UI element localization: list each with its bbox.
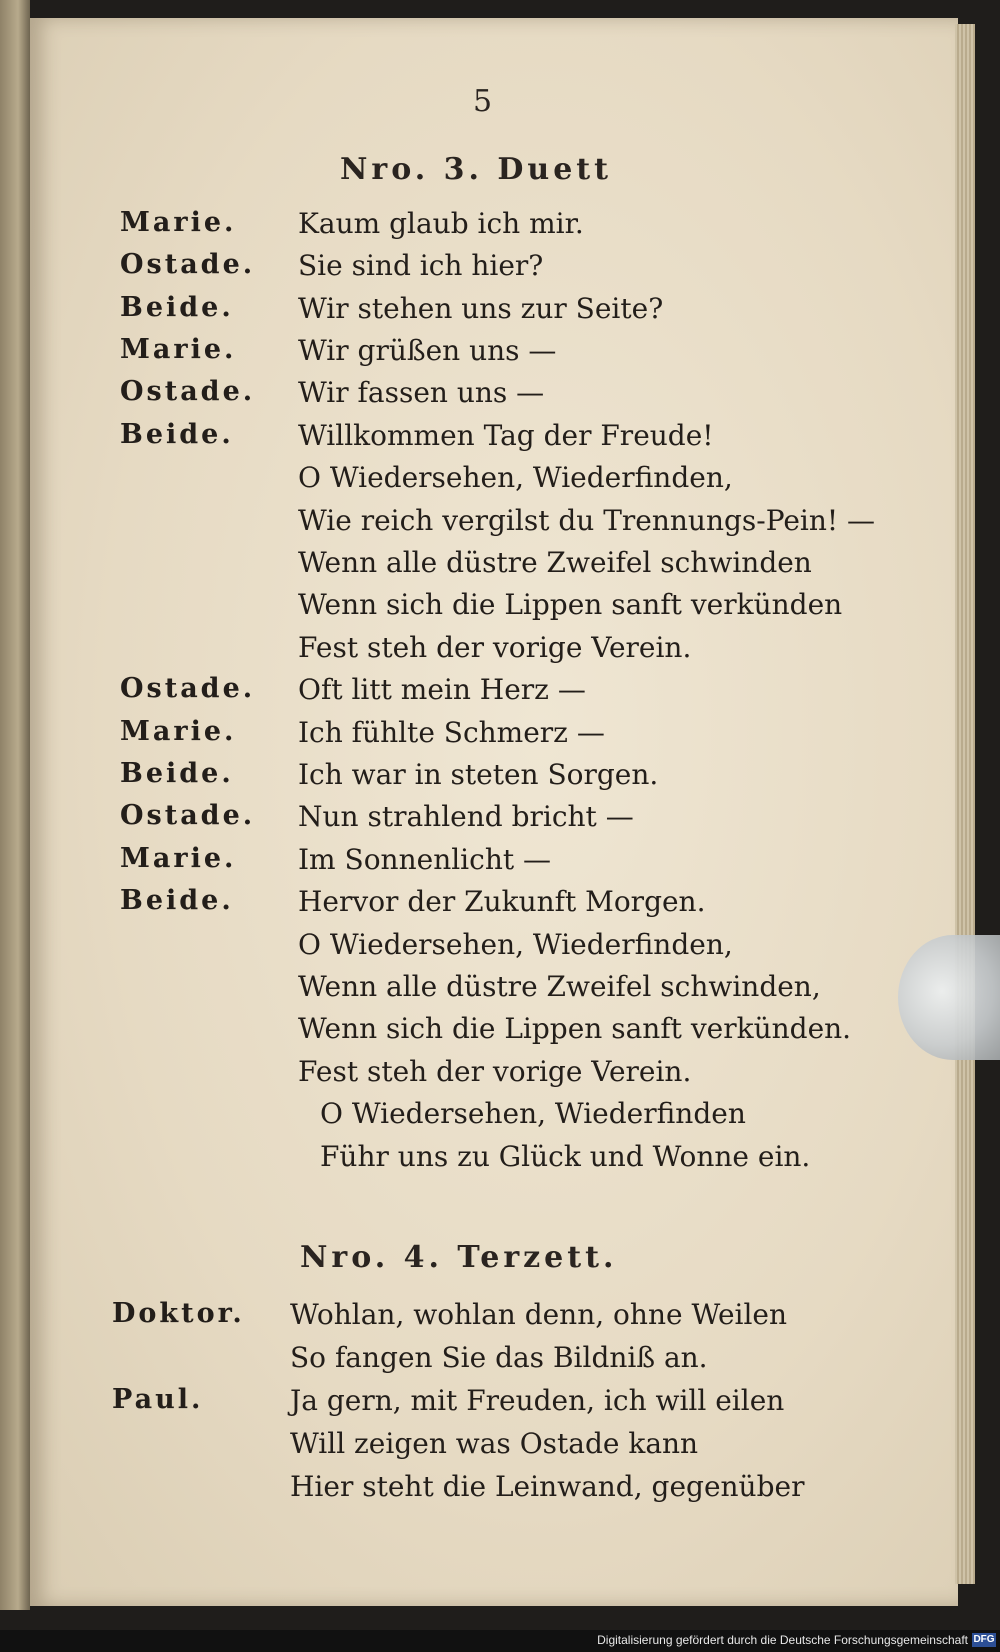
- verse-text: Fest steh der vorige Verein.: [298, 1055, 692, 1088]
- verse-line: [0, 885, 1000, 927]
- verse-line: [0, 292, 1000, 334]
- verse-line: [0, 376, 1000, 418]
- verse-line: [0, 207, 1000, 249]
- dfg-logo-badge: DFG: [973, 1634, 995, 1645]
- verse-text: Wir grüßen uns —: [298, 334, 557, 367]
- verse-line: [0, 419, 1000, 461]
- verse-text: Wir fassen uns —: [298, 376, 545, 409]
- verse-text: Ich fühlte Schmerz —: [298, 716, 605, 749]
- verse-text: O Wiedersehen, Wiederfinden: [320, 1097, 746, 1130]
- section-heading-duett: Nro. 3. Duett: [340, 152, 612, 187]
- verse-text: Wenn sich die Lippen sanft verkünden: [298, 588, 843, 621]
- verse-line: [0, 928, 1000, 970]
- verse-line: [0, 1097, 1000, 1139]
- verse-text: Nun strahlend bricht —: [298, 800, 634, 833]
- verse-line: [0, 758, 1000, 800]
- speaker-name: Ostade.: [120, 673, 256, 704]
- verse-text: Im Sonnenlicht —: [298, 843, 551, 876]
- verse-text: Wenn alle düstre Zweifel schwinden,: [298, 970, 821, 1003]
- speaker-name: Doktor.: [112, 1298, 245, 1329]
- verse-line: [0, 1298, 1000, 1340]
- verse-text: O Wiedersehen, Wiederfinden,: [298, 928, 733, 961]
- verse-text: Ich war in steten Sorgen.: [298, 758, 659, 791]
- speaker-name: Ostade.: [120, 249, 256, 280]
- verse-text: Wohlan, wohlan denn, ohne Weilen: [290, 1298, 788, 1331]
- verse-line: [0, 631, 1000, 673]
- verse-line: [0, 716, 1000, 758]
- speaker-name: Marie.: [120, 716, 237, 747]
- verse-line: [0, 588, 1000, 630]
- verse-text: Wenn sich die Lippen sanft verkünden.: [298, 1012, 852, 1045]
- verse-line: [0, 673, 1000, 715]
- verse-line: [0, 461, 1000, 503]
- verse-text: Fest steh der vorige Verein.: [298, 631, 692, 664]
- page-number: 5: [473, 84, 493, 119]
- verse-text: Hier steht die Leinwand, gegenüber: [290, 1470, 805, 1503]
- verse-line: [0, 1055, 1000, 1097]
- verse-text: So fangen Sie das Bildniß an.: [290, 1341, 708, 1374]
- speaker-name: Paul.: [112, 1384, 204, 1415]
- verse-text: Will zeigen was Ostade kann: [290, 1427, 699, 1460]
- verse-line: [0, 1427, 1000, 1469]
- scanner-thumb: [898, 935, 1000, 1060]
- speaker-name: Marie.: [120, 207, 237, 238]
- section-heading-terzett: Nro. 4. Terzett.: [300, 1240, 618, 1275]
- verse-text: Kaum glaub ich mir.: [298, 207, 584, 240]
- verse-line: [0, 843, 1000, 885]
- verse-text: Oft litt mein Herz —: [298, 673, 586, 706]
- verse-text: Sie sind ich hier?: [298, 249, 544, 282]
- speaker-name: Beide.: [120, 885, 234, 916]
- verse-text: Wie reich vergilst du Trennungs-Pein! —: [298, 504, 876, 537]
- verse-line: [0, 504, 1000, 546]
- verse-text: Ja gern, mit Freuden, ich will eilen: [290, 1384, 785, 1417]
- speaker-name: Beide.: [120, 758, 234, 789]
- verse-line: [0, 800, 1000, 842]
- verse-line: [0, 970, 1000, 1012]
- verse-line: [0, 1012, 1000, 1054]
- verse-text: Hervor der Zukunft Morgen.: [298, 885, 706, 918]
- speaker-name: Ostade.: [120, 800, 256, 831]
- verse-line: [0, 1140, 1000, 1182]
- verse-line: [0, 546, 1000, 588]
- speaker-name: Marie.: [120, 843, 237, 874]
- speaker-name: Marie.: [120, 334, 237, 365]
- verse-text: Führ uns zu Glück und Wonne ein.: [320, 1140, 811, 1173]
- verse-text: O Wiedersehen, Wiederfinden,: [298, 461, 733, 494]
- verse-line: [0, 1384, 1000, 1426]
- verse-line: [0, 1341, 1000, 1383]
- verse-line: [0, 334, 1000, 376]
- verse-text: Wenn alle düstre Zweifel schwinden: [298, 546, 812, 579]
- verse-line: [0, 1470, 1000, 1512]
- verse-line: [0, 249, 1000, 291]
- verse-text: Wir stehen uns zur Seite?: [298, 292, 664, 325]
- digitization-credit: Digitalisierung gefördert durch die Deutsche Forschungsgemeinschaft: [597, 1633, 968, 1647]
- speaker-name: Beide.: [120, 419, 234, 450]
- speaker-name: Beide.: [120, 292, 234, 323]
- speaker-name: Ostade.: [120, 376, 256, 407]
- verse-text: Willkommen Tag der Freude!: [298, 419, 714, 452]
